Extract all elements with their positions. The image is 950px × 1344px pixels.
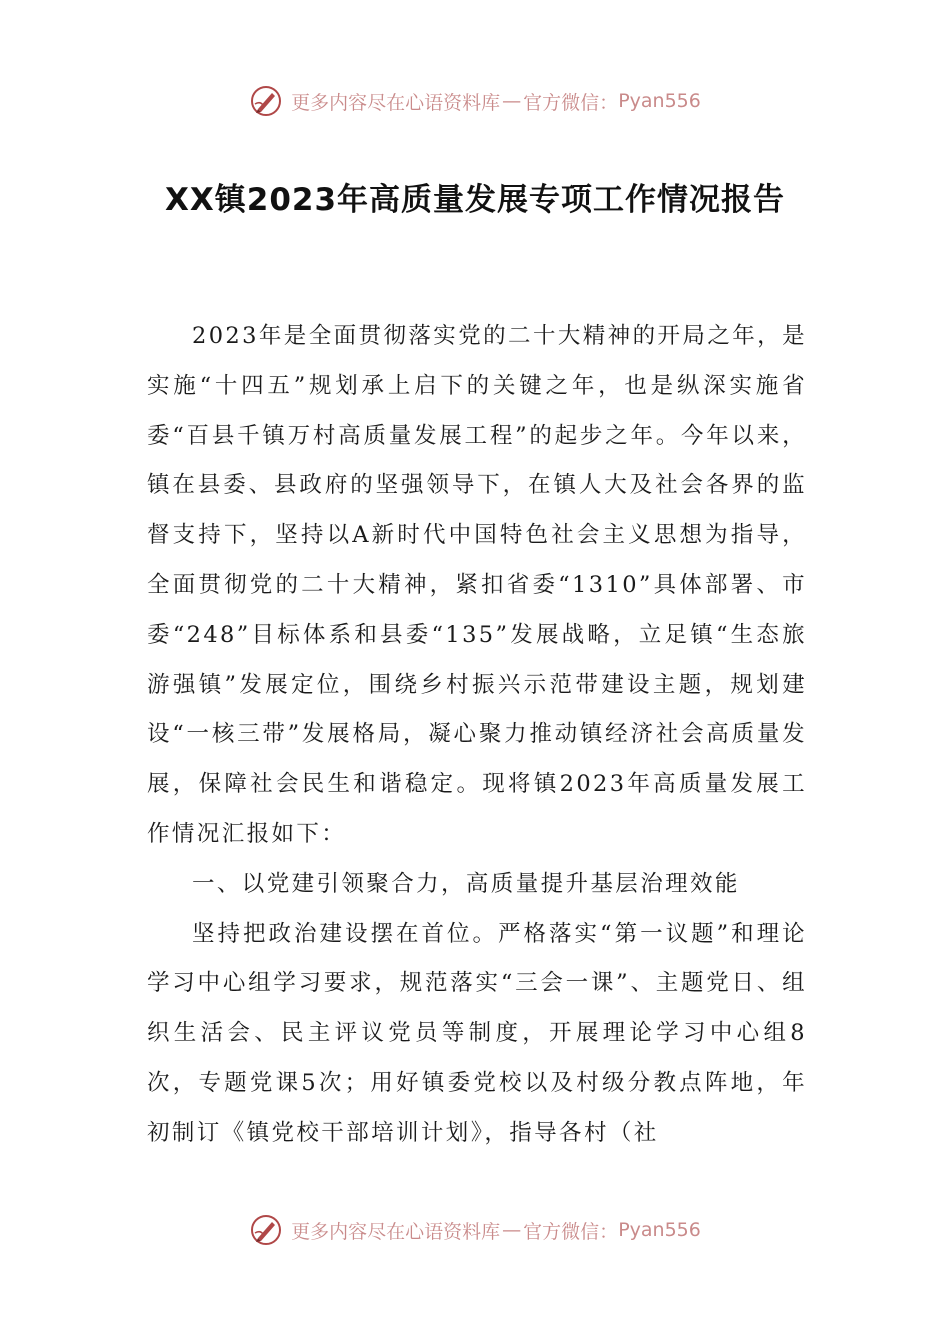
pen-logo-icon <box>249 84 283 118</box>
watermark-label: 官方微信： <box>523 1220 619 1243</box>
watermark-footer <box>0 1213 950 1247</box>
paragraph-intro: 2023年是全面贯彻落实党的二十大精神的开局之年，是实施“十四五”规划承上启下的关键之年，也是纵深实施省委“百县千镇万村高质量发展工程”的起步之年。今年以来，镇在县委、县政府的坚强领导下，在镇人大及社会各界的监督支持下，坚持以A新时代中国特色社会主义思想为指导，全面贯彻党的二十大精神，紧扣省委“1310”具体部署、市委“248”目标体系和县委“135”发展战略，立足镇“生态旅游强镇”发展定位，围绕乡村振兴示范带建设主题，规划建设“一核三带”发展格局，凝心聚力推动镇经济社会高质量发展，保障社会民生和谐稳定。现将镇2023年高质量发展工作情况汇报如下： <box>147 323 807 847</box>
watermark-separator: — <box>502 90 522 112</box>
paragraph-section-1: 坚持把政治建设摆在首位。严格落实“第一议题”和理论学习中心组学习要求，规范落实“三会一课”、主题党日、组织生活会、民主评议党员等制度，开展理论学习中心组8次，专题党课5次；用好镇委党校以及村级分教点阵地，年初制订《镇党校干部培训计划》，指导各村（社 <box>147 920 807 1146</box>
watermark-separator: — <box>502 1219 522 1241</box>
watermark-wechat-id: Pyan556 <box>618 90 701 112</box>
pen-logo-icon <box>249 1213 283 1247</box>
watermark-label: 官方微信： <box>523 91 619 114</box>
document-title: XX镇2023年高质量发展专项工作情况报告 <box>164 182 786 218</box>
watermark-text: 更多内容尽在心语资料库 <box>291 1220 501 1243</box>
watermark-text: 更多内容尽在心语资料库 <box>291 91 501 114</box>
watermark-wechat-id: Pyan556 <box>618 1219 701 1241</box>
watermark-header <box>0 84 950 118</box>
document-body <box>147 312 807 1159</box>
section-heading-1: 一、以党建引领聚合力，高质量提升基层治理效能 <box>192 870 740 897</box>
